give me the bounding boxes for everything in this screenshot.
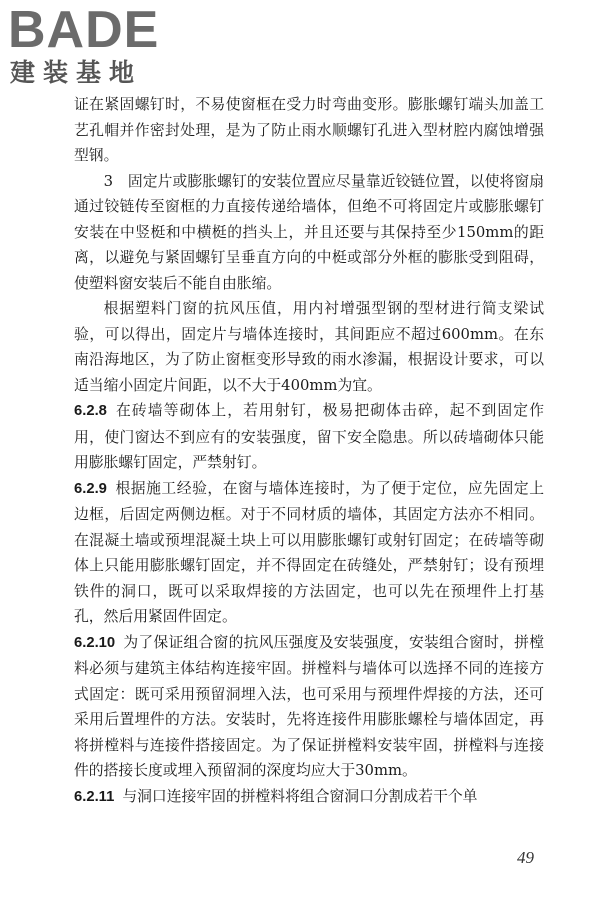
paragraph-text: 根据塑料门窗的抗风压值，用内衬增强型钢的型材进行简支梁试验，可以得出，固定片与墙体连接时，其间距应不超过600mm。在东南沿海地区，为了防止窗框变形导致的雨水渗漏，根据设计要求，可以适当缩小固定片间距，以不大于400mm为宜。 bbox=[74, 300, 544, 394]
page-body bbox=[74, 92, 544, 810]
section-number: 6.2.8 bbox=[74, 403, 107, 419]
clause-6-2-9 bbox=[74, 476, 544, 630]
section-number: 6.2.11 bbox=[74, 788, 115, 805]
clause-6-2-10 bbox=[74, 630, 544, 784]
page-number: 49 bbox=[517, 848, 534, 867]
paragraph-spacing bbox=[74, 296, 544, 398]
clause-6-2-8 bbox=[74, 398, 544, 476]
clause-6-2-11 bbox=[74, 784, 544, 811]
logo-subtitle: 建装基地 bbox=[10, 58, 143, 87]
paragraph-text: 与洞口连接牢固的拼樘料将组合窗洞口分割成若干个单 bbox=[122, 787, 478, 805]
paragraph-item-3 bbox=[74, 169, 544, 297]
paragraph-text: 在砖墙等砌体上，若用射钉，极易把砌体击碎，起不到固定作用，使门窗达不到应有的安装强度，留下安全隐患。所以砖墙砌体只能用膨胀螺钉固定，严禁射钉。 bbox=[74, 402, 544, 471]
paragraph-text: 3 固定片或膨胀螺钉的安装位置应尽量靠近铰链位置，以使将窗扇通过铰链传至窗框的力直接传递给墙体，但绝不可将固定片或膨胀螺钉安装在中竖梃和中横梃的挡头上，并且还要与其保持至少150mm的距离，以避免与紧固螺钉呈垂直方向的中梃或部分外框的膨胀受到阻碍，使塑料窗安装后不能自由胀缩。 bbox=[74, 172, 544, 292]
logo bbox=[8, 2, 178, 92]
section-number: 6.2.9 bbox=[74, 480, 107, 497]
section-number: 6.2.10 bbox=[74, 634, 116, 651]
paragraph-continuation bbox=[74, 92, 544, 169]
logo-wordmark: BADE bbox=[8, 1, 160, 59]
paragraph-text: 证在紧固螺钉时，不易使窗框在受力时弯曲变形。膨胀螺钉端头加盖工艺孔帽并作密封处理，是为了防止雨水顺螺钉孔进入型材腔内腐蚀增强型钢。 bbox=[74, 96, 544, 164]
paragraph-text: 为了保证组合窗的抗风压强度及安装强度，安装组合窗时，拼樘料必须与建筑主体结构连接牢固。拼樘料与墙体可以选择不同的连接方式固定：既可采用预留洞埋入法，也可采用与预埋件焊接的方法，还可采用后置埋件的方法。安装时，先将连接件用膨胀螺栓与墙体固定，再将拼樘料与连接件搭接固定。为了保证拼樘料安装牢固，拼樘料与连接件的搭接长度或埋入预留洞的深度均应大于30mm。 bbox=[74, 633, 544, 779]
paragraph-text: 根据施工经验，在窗与墙体连接时，为了便于定位，应先固定上边框，后固定两侧边框。对于不同材质的墙体，其固定方法亦不相同。在混凝土墙或预埋混凝土块上可以用膨胀螺钉或射钉固定；在砖墙等砌体上只能用膨胀螺钉固定，并不得固定在砖缝处，严禁射钉；设有预埋铁件的洞口，既可以采取焊接的方法固定，也可以先在预埋件上打基孔，然后用紧固件固定。 bbox=[74, 479, 544, 625]
